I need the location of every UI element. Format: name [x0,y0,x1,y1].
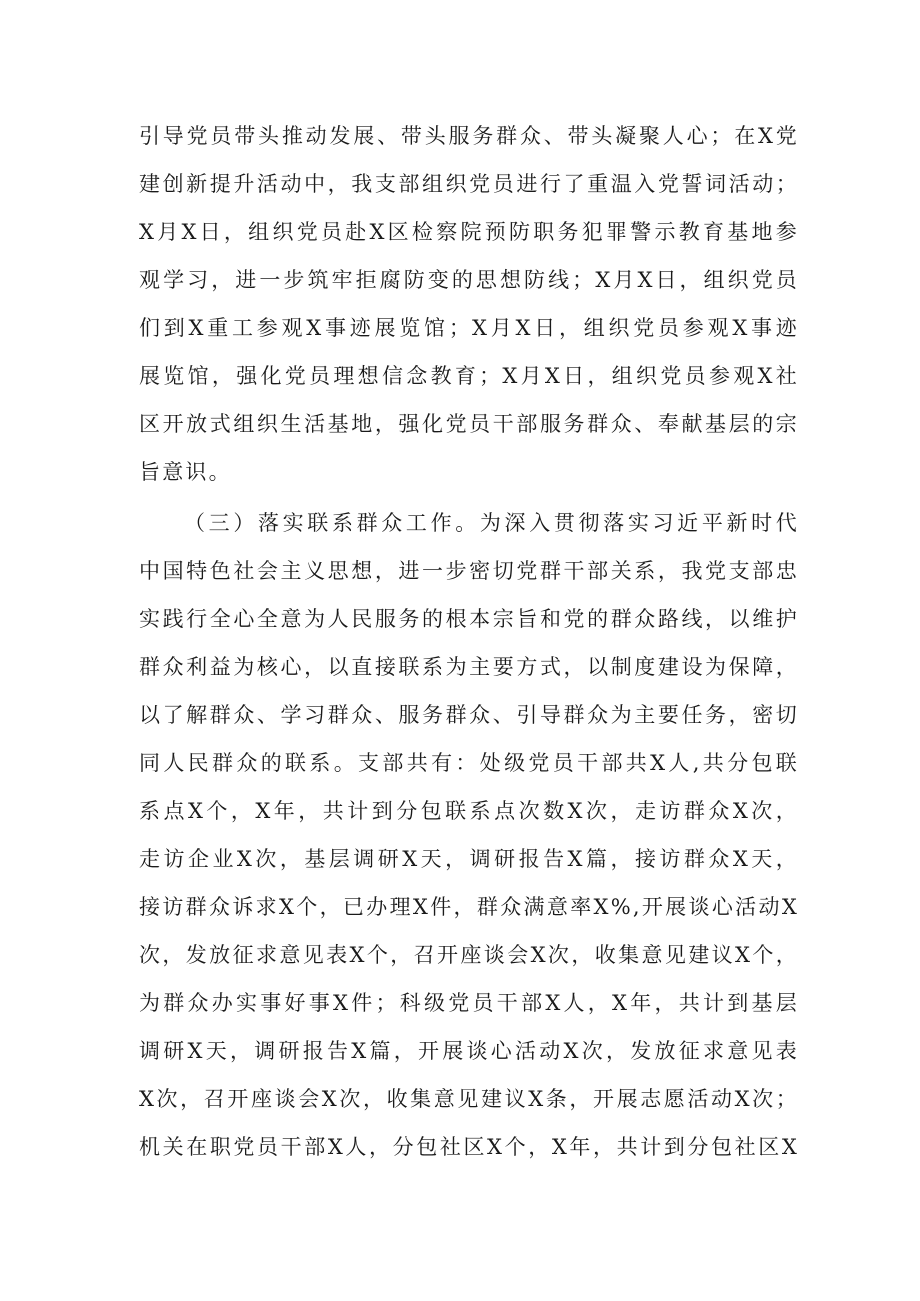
text-line-1: 引导党员带头推动发展、带头服务群众、带头凝聚人心；在X党 [139,124,799,148]
text-line-15: 系点X个，X年，共计到分包联系点次数X次，走访群众X次， [139,799,799,823]
text-line-21: X次，召开座谈会X次，收集意见建议X条，开展志愿活动X次； [139,1087,799,1111]
text-line-6: 展览馆，强化党员理想信念教育；X月X日，组织党员参观X社 [139,364,799,388]
text-line-5: 们到X重工参观X事迹展览馆；X月X日，组织党员参观X事迹 [139,316,799,340]
text-line-2: 建创新提升活动中，我支部组织党员进行了重温入党誓词活动； [139,172,799,196]
text-line-10: 中国特色社会主义思想，进一步密切党群干部关系，我党支部忠 [139,559,799,583]
text-line-12: 群众利益为核心，以直接联系为主要方式，以制度建设为保障， [139,655,799,679]
text-line-17: 接访群众诉求X个，已办理X件，群众满意率X%,开展谈心活动X [139,895,799,919]
text-line-22: 机关在职党员干部X人，分包社区X个，X年，共计到分包社区X [139,1135,799,1159]
text-line-3: X月X日，组织党员赴X区检察院预防职务犯罪警示教育基地参 [139,220,799,244]
text-line-16: 走访企业X次，基层调研X天，调研报告X篇，接访群众X天， [139,847,799,871]
text-line-4: 观学习，进一步筑牢拒腐防变的思想防线；X月X日，组织党员 [139,268,799,292]
text-line-7: 区开放式组织生活基地，强化党员干部服务群众、奉献基层的宗 [139,412,799,436]
text-line-20: 调研X天，调研报告X篇，开展谈心活动X次，发放征求意见表 [139,1039,799,1063]
text-line-18: 次，发放征求意见表X个，召开座谈会X次，收集意见建议X个， [139,943,799,967]
text-line-13: 以了解群众、学习群众、服务群众、引导群众为主要任务，密切 [139,703,799,727]
text-line-11: 实践行全心全意为人民服务的根本宗旨和党的群众路线，以维护 [139,607,799,631]
text-line-19: 为群众办实事好事X件；科级党员干部X人，X年，共计到基层 [139,991,799,1015]
text-line-8: 旨意识。 [139,460,232,484]
text-line-14: 同人民群众的联系。支部共有：处级党员干部共X人,共分包联 [139,751,799,775]
section-heading-line: （三）落实联系群众工作。为深入贯彻落实习近平新时代 [184,511,799,535]
